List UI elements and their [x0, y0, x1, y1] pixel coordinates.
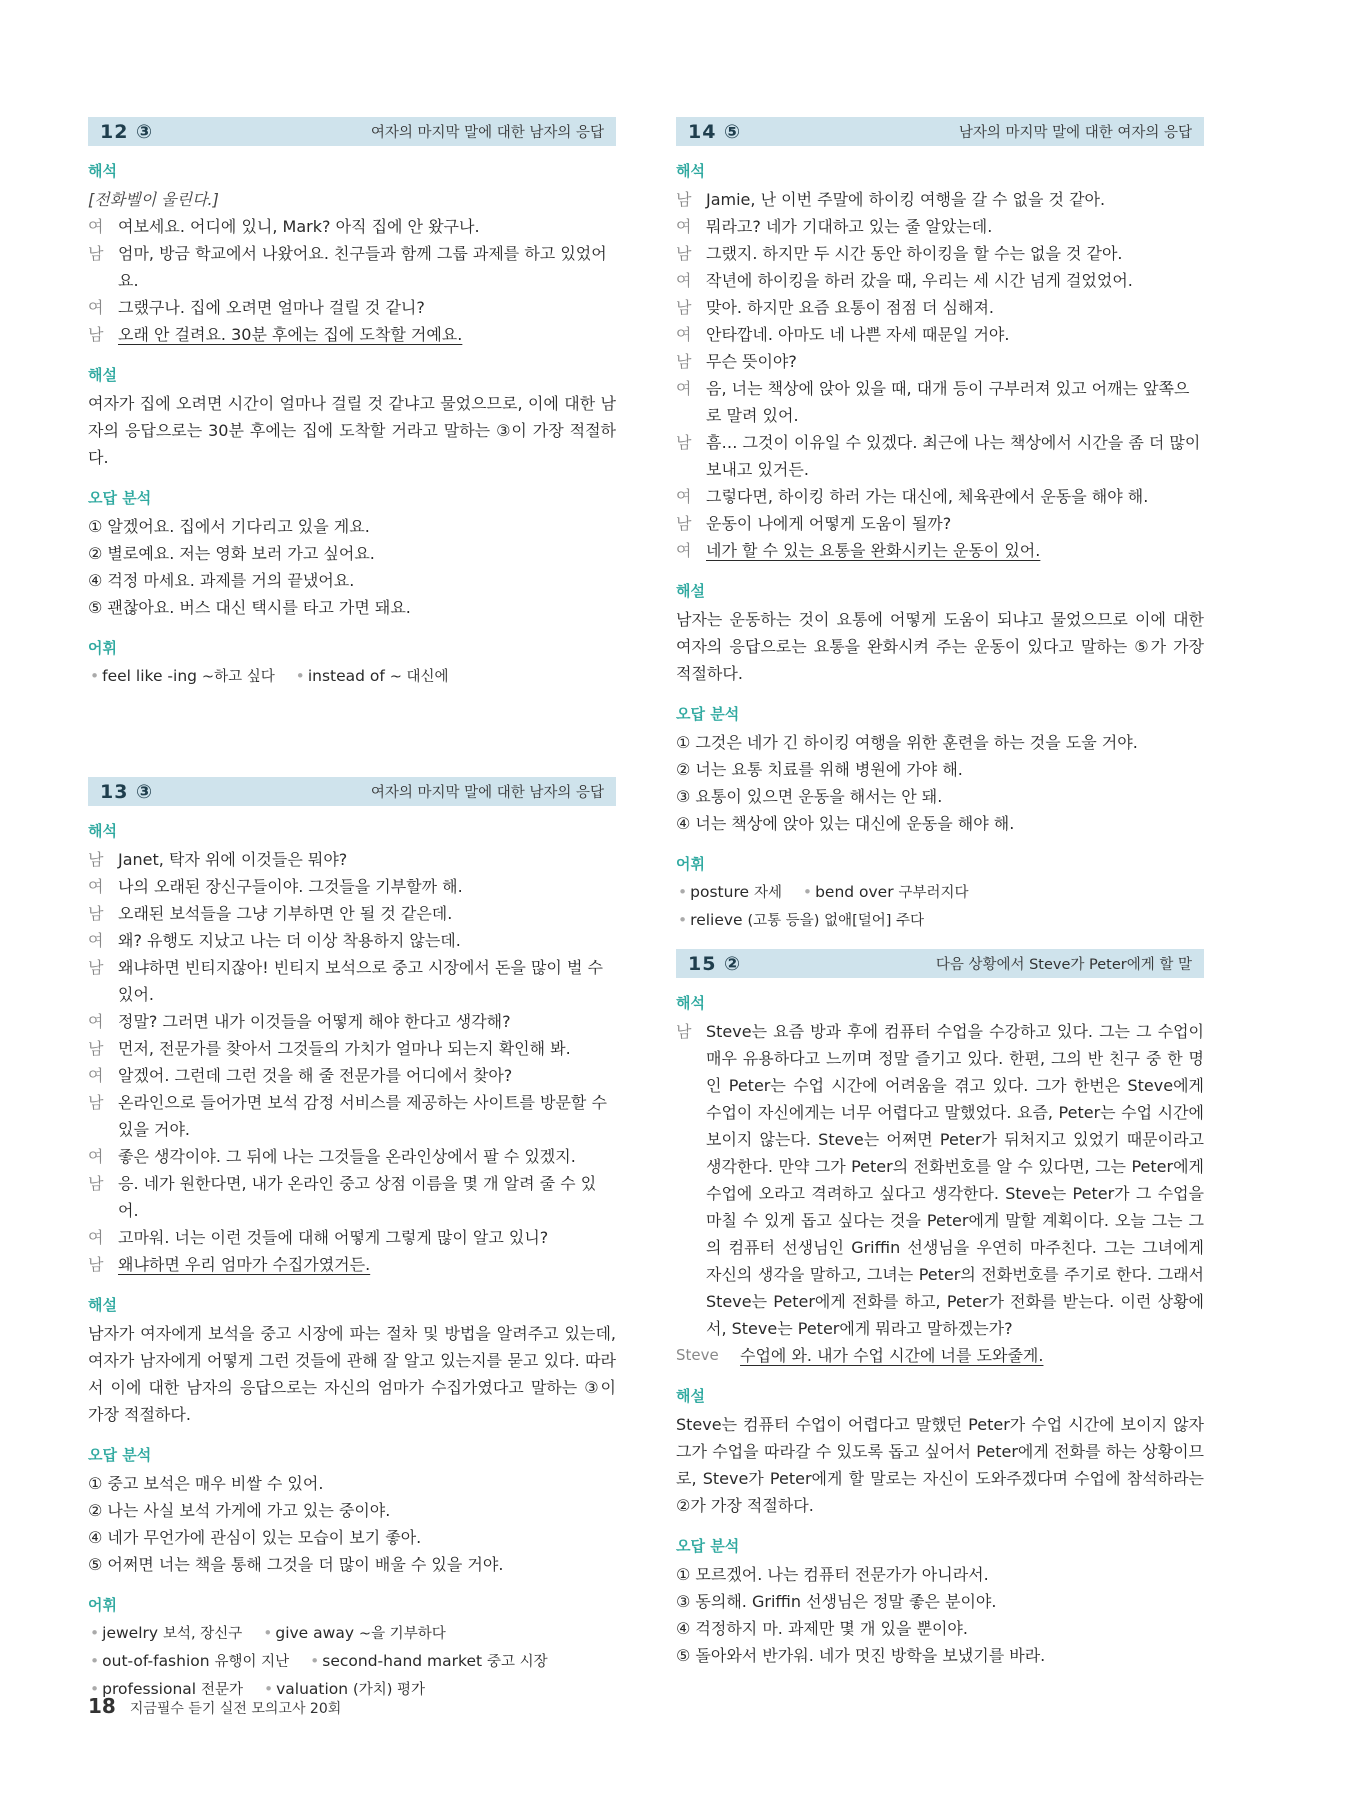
- line-text: 작년에 하이킹을 하러 갔을 때, 우리는 세 시간 넘게 걸었었어.: [706, 271, 1133, 290]
- speaker-label: 여: [676, 271, 692, 290]
- odap-label: 오답 분석: [676, 1537, 740, 1555]
- line-text: 흠… 그것이 이유일 수 있겠다. 최근에 나는 책상에서 시간을 좀 더 많이 보내고 있거든.: [706, 433, 1201, 479]
- speaker-label: 남: [88, 1093, 104, 1112]
- vocab-term: instead of: [307, 667, 390, 685]
- question-13-header: [88, 777, 616, 806]
- answer-line: [676, 1342, 1204, 1369]
- vocab-item: [294, 667, 449, 685]
- speaker-label: 여: [676, 217, 692, 236]
- question-number: 12 ③: [100, 120, 154, 143]
- vocab-label: 어휘: [676, 855, 705, 873]
- explanation: 남자가 여자에게 보석을 중고 시장에 파는 절차 및 방법을 알려주고 있는데, 여자가 남자에게 어떻게 그런 것들에 관해 잘 알고 있는지를 묻고 있다. 따라서 이에 대한 남자의 응답으로는 자신의 엄마가 수집가였다고 말하는 ③이 가장 적절하다.: [88, 1324, 616, 1424]
- speaker-label: 여: [676, 487, 692, 506]
- page-number: 18: [88, 1694, 116, 1718]
- vocab-item: [676, 883, 782, 901]
- question-type: 여자의 마지막 말에 대한 남자의 응답: [370, 125, 604, 141]
- bullet-icon: •: [802, 883, 813, 901]
- wrong-answer-item: ④ 걱정하지 마. 과제만 몇 개 있을 뿐이야.: [676, 1619, 968, 1638]
- line-text: 엄마, 방금 학교에서 나왔어요. 친구들과 함께 그룹 과제를 하고 있었어요.: [118, 244, 607, 290]
- vocab-term: jewelry: [102, 1624, 163, 1642]
- dialogue-line: [88, 927, 616, 954]
- dialogue-line: [88, 1089, 616, 1143]
- bullet-icon: •: [263, 1624, 273, 1642]
- wrong-answer-item: ① 중고 보석은 매우 비쌀 수 있어.: [88, 1474, 324, 1493]
- speaker-label: 남: [676, 190, 692, 209]
- dialogue-line: [88, 240, 616, 294]
- dialogue-line: [88, 321, 616, 348]
- line-text: 고마워. 너는 이런 것들에 대해 어떻게 그렇게 많이 알고 있니?: [118, 1228, 549, 1247]
- speaker-label: 남: [676, 298, 692, 317]
- vocab-label: 어휘: [88, 639, 117, 657]
- haeseok-label: 해석: [88, 822, 117, 840]
- line-text: 음, 너는 책상에 앉아 있을 때, 대개 등이 구부러져 있고 어깨는 앞쪽으로 말려 있어.: [706, 379, 1190, 425]
- haeseol-label: 해설: [88, 366, 117, 384]
- vocab-list: [676, 879, 1204, 935]
- speaker-label: 남: [88, 244, 104, 263]
- wrong-answer-list: [676, 729, 1204, 837]
- wrong-answer-item: ④ 걱정 마세요. 과제를 거의 끝냈어요.: [88, 571, 355, 590]
- bullet-icon: •: [295, 667, 305, 685]
- vocab-meaning: 중고 시장: [486, 1654, 548, 1670]
- speaker-label: 여: [88, 1012, 104, 1031]
- haeseol-label: 해설: [676, 582, 705, 600]
- dialogue-line: [676, 537, 1204, 564]
- dialogue-line: [676, 375, 1204, 429]
- wrong-answer-item: ① 모르겠어. 나는 컴퓨터 전문가가 아니라서.: [676, 1565, 989, 1584]
- speaker-label: 여: [88, 217, 104, 236]
- answer-text: 수업에 와. 내가 수업 시간에 너를 도와줄게.: [740, 1346, 1044, 1365]
- line-text: 뭐라고? 네가 기대하고 있는 줄 알았는데.: [706, 217, 993, 236]
- wrong-answer-item: ① 알겠어요. 집에서 기다리고 있을 게요.: [88, 517, 370, 536]
- line-text: 오래된 보석들을 그냥 기부하면 안 될 것 같은데.: [118, 904, 453, 923]
- vocab-meaning: (가치) 평가: [353, 1682, 425, 1698]
- bullet-icon: •: [678, 911, 688, 929]
- speaker-label: Steve: [676, 1346, 719, 1364]
- vocab-list: [88, 1620, 616, 1704]
- page-footer: [88, 1694, 341, 1718]
- line-text: 먼저, 전문가를 찾아서 그것들의 가치가 얼마나 되는지 확인해 봐.: [118, 1039, 571, 1058]
- vocab-item: [676, 911, 924, 929]
- wrong-answer-item: ② 별로예요. 저는 영화 보러 가고 싶어요.: [88, 544, 375, 563]
- line-text: 안타깝네. 아마도 네 나쁜 자세 때문일 거야.: [706, 325, 1010, 344]
- vocab-term: out-of-fashion: [102, 1652, 215, 1670]
- dialogue-line: [88, 1251, 616, 1278]
- dialogue-line: [88, 1170, 616, 1224]
- explanation: 남자는 운동하는 것이 요통에 어떻게 도움이 되냐고 물었으므로 이에 대한 여자의 응답으로는 요통을 완화시켜 주는 운동이 있다고 말하는 ⑤가 가장 적절하다.: [676, 610, 1204, 683]
- bullet-icon: •: [90, 667, 100, 685]
- line-text: Janet, 탁자 위에 이것들은 뭐야?: [118, 850, 348, 869]
- question-number: 15 ②: [688, 952, 742, 975]
- speaker-label: 남: [676, 352, 692, 371]
- dialogue: [88, 213, 616, 348]
- line-text: 오래 안 걸려요. 30분 후에는 집에 도착할 거예요.: [118, 325, 463, 344]
- odap-label: 오답 분석: [88, 1446, 152, 1464]
- wrong-answer-item: ⑤ 돌아와서 반가워. 네가 멋진 방학을 보냈기를 바라.: [676, 1646, 1046, 1665]
- line-text: 네가 할 수 있는 요통을 완화시키는 운동이 있어.: [706, 541, 1041, 560]
- vocab-meaning: 구부러지다: [898, 885, 969, 901]
- vocab-term: second-hand market: [322, 1652, 487, 1670]
- stage-direction: [전화벨이 울린다.]: [88, 190, 219, 209]
- bullet-icon: •: [90, 1652, 100, 1670]
- dialogue-line: [676, 240, 1204, 267]
- book-title: 지금필수 듣기 실전 모의고사 20회: [129, 1701, 342, 1717]
- speaker-label: 여: [676, 541, 692, 560]
- vocab-term: posture: [690, 883, 754, 901]
- wrong-answer-item: ④ 네가 무언가에 관심이 있는 모습이 보기 좋아.: [88, 1528, 422, 1547]
- haeseok-label: 해석: [676, 994, 705, 1012]
- question-15: [676, 949, 1204, 1669]
- speaker-label: 여: [88, 1066, 104, 1085]
- vocab-list: [88, 663, 616, 691]
- vocab-item: [308, 1652, 548, 1670]
- dialogue-line: [88, 873, 616, 900]
- vocab-meaning: ~하고 싶다: [201, 669, 275, 685]
- explanation: 여자가 집에 오려면 시간이 얼마나 걸릴 것 같냐고 물었으므로, 이에 대한 남자의 응답으로는 30분 후에는 집에 도착할 거라고 말하는 ③이 가장 적절하다.: [88, 394, 616, 467]
- line-text: 그렇다면, 하이킹 하러 가는 대신에, 체육관에서 운동을 해야 해.: [706, 487, 1149, 506]
- line-text: 무슨 뜻이야?: [706, 352, 797, 371]
- narration-text: Steve는 요즘 방과 후에 컴퓨터 수업을 수강하고 있다. 그는 그 수업이 매우 유용하다고 느끼며 정말 즐기고 있다. 한편, 그의 반 친구 중 한 명인 Peter는 수업 시간에 어려움을 겪고 있다. 그가 한번은 Steve에게 수업이 자신에게는 너무 어렵다고 말했었다. 요즘, Peter는 수업 시간에 보이지 않는다. Steve는 어쩌면 Peter가 뒤처지고 있었기 때문이라고 생각한다. 만약 그가 Peter의 전화번호를 알 수 있다면, 그는 Peter에게 수업에 오라고 격려하고 싶다고 생각한다. Steve는 Peter가 그 수업을 마칠 수 있게 돕고 싶다는 것을 Peter에게 말할 계획이다. 오늘 그는 그의 컴퓨터 선생님인 Griffin 선생님을 우연히 마주친다. 그는 그녀에게 자신의 생각을 말하고, 그녀는 Peter의 전화번호를 주기로 한다. 그래서 Steve는 Peter에게 전화를 하고, Peter가 전화를 받는다. 이런 상황에서, Steve는 Peter에게 뭐라고 말하겠는가?: [706, 1022, 1204, 1338]
- speaker-label: 여: [676, 379, 692, 398]
- odap-label: 오답 분석: [676, 705, 740, 723]
- vocab-item: [801, 883, 969, 901]
- speaker-label: 여: [88, 931, 104, 950]
- dialogue-line: [88, 1008, 616, 1035]
- question-type: 여자의 마지막 말에 대한 남자의 응답: [370, 785, 604, 801]
- dialogue-line: [676, 186, 1204, 213]
- haeseok-label: 해석: [676, 162, 705, 180]
- dialogue-line: [88, 900, 616, 927]
- vocab-term: give away: [275, 1624, 359, 1642]
- speaker-label: 남: [88, 1039, 104, 1058]
- speaker-label: 남: [88, 325, 104, 344]
- speaker-label: 남: [88, 958, 104, 977]
- odap-label: 오답 분석: [88, 489, 152, 507]
- line-text: 좋은 생각이야. 그 뒤에 나는 그것들을 온라인상에서 팔 수 있겠지.: [118, 1147, 576, 1166]
- dialogue-line: [88, 1143, 616, 1170]
- vocab-meaning: ~을 기부하다: [358, 1626, 446, 1642]
- haeseol-label: 해설: [676, 1387, 705, 1405]
- dialogue-line: [88, 213, 616, 240]
- vocab-meaning: 유행이 지난: [214, 1654, 290, 1670]
- speaker-label: 남: [676, 433, 692, 452]
- bullet-icon: •: [310, 1652, 320, 1670]
- line-text: 그랬지. 하지만 두 시간 동안 하이킹을 할 수는 없을 것 같아.: [706, 244, 1123, 263]
- vocab-meaning: 전문가: [201, 1682, 244, 1698]
- speaker-label: 남: [676, 1022, 692, 1041]
- explanation: Steve는 컴퓨터 수업이 어렵다고 말했던 Peter가 수업 시간에 보이지 않자 그가 수업을 따라갈 수 있도록 돕고 싶어서 Peter에게 전화를 하는 상황이므로, Steve가 Peter에게 할 말로는 자신이 도와주겠다며 수업에 참석하라는 ②가 가장 적절하다.: [676, 1415, 1204, 1515]
- vocab-meaning: 보석, 장신구: [163, 1626, 243, 1642]
- vocab-term: professional: [102, 1680, 201, 1698]
- wrong-answer-list: [88, 1470, 616, 1578]
- wrong-answer-item: ⑤ 어쩌면 너는 책을 통해 그것을 더 많이 배울 수 있을 거야.: [88, 1555, 504, 1574]
- vocab-term: relieve: [690, 911, 748, 929]
- dialogue-line: [88, 1224, 616, 1251]
- bullet-icon: •: [90, 1680, 100, 1698]
- vocab-item: [88, 667, 275, 685]
- line-text: 그랬구나. 집에 오려면 얼마나 걸릴 것 같니?: [118, 298, 425, 317]
- vocab-term: feel like -ing: [102, 667, 202, 685]
- bullet-icon: •: [678, 883, 688, 901]
- speaker-label: 여: [88, 298, 104, 317]
- wrong-answer-item: ① 그것은 네가 긴 하이킹 여행을 위한 훈련을 하는 것을 도울 거야.: [676, 733, 1138, 752]
- dialogue-line: [88, 1035, 616, 1062]
- line-text: 왜냐하면 우리 엄마가 수집가였거든.: [118, 1255, 371, 1274]
- wrong-answer-item: ③ 동의해. Griffin 선생님은 정말 좋은 분이야.: [676, 1592, 997, 1611]
- dialogue: [88, 846, 616, 1278]
- speaker-label: 남: [88, 1255, 104, 1274]
- dialogue-line: [88, 294, 616, 321]
- dialogue: [676, 186, 1204, 564]
- question-14-header: [676, 117, 1204, 146]
- left-column: [88, 117, 616, 1698]
- line-text: 알겠어. 그런데 그런 것을 해 줄 전문가를 어디에서 찾아?: [118, 1066, 513, 1085]
- dialogue-line: [676, 429, 1204, 483]
- line-text: 왜냐하면 빈티지잖아! 빈티지 보석으로 중고 시장에서 돈을 많이 벌 수 있어.: [118, 958, 603, 1004]
- line-text: 왜? 유행도 지났고 나는 더 이상 착용하지 않는데.: [118, 931, 461, 950]
- question-type: 남자의 마지막 말에 대한 여자의 응답: [958, 125, 1192, 141]
- narration: [676, 1018, 1204, 1342]
- line-text: 맞아. 하지만 요즘 요통이 점점 더 심해져.: [706, 298, 994, 317]
- dialogue-line: [676, 321, 1204, 348]
- dialogue-line: [88, 954, 616, 1008]
- wrong-answer-item: ④ 너는 책상에 앉아 있는 대신에 운동을 해야 해.: [676, 814, 1015, 833]
- right-column: [676, 117, 1204, 1665]
- dialogue-line: [676, 294, 1204, 321]
- question-type: 다음 상황에서 Steve가 Peter에게 할 말: [935, 957, 1192, 973]
- wrong-answer-list: [88, 513, 616, 621]
- vocab-item: [261, 1624, 446, 1642]
- haeseok-label: 해석: [88, 162, 117, 180]
- speaker-label: 여: [676, 325, 692, 344]
- vocab-item: [88, 1652, 289, 1670]
- vocab-meaning: ~ 대신에: [389, 669, 449, 685]
- wrong-answer-item: ⑤ 괜찮아요. 버스 대신 택시를 타고 가면 돼요.: [88, 598, 411, 617]
- vocab-term: valuation: [276, 1680, 354, 1698]
- speaker-label: 여: [88, 1147, 104, 1166]
- question-12: [88, 117, 616, 691]
- line-text: 응. 네가 원한다면, 내가 온라인 중고 상점 이름을 몇 개 알려 줄 수 있어.: [118, 1174, 597, 1220]
- question-12-header: [88, 117, 616, 146]
- line-text: 정말? 그러면 내가 이것들을 어떻게 해야 한다고 생각해?: [118, 1012, 511, 1031]
- dialogue-line: [676, 267, 1204, 294]
- dialogue-line: [676, 348, 1204, 375]
- question-13: [88, 777, 616, 1704]
- vocab-meaning: (고통 등을) 없애[덜어] 주다: [747, 913, 925, 929]
- question-number: 14 ⑤: [688, 120, 742, 143]
- speaker-label: 여: [88, 1228, 104, 1247]
- bullet-icon: •: [90, 1624, 100, 1642]
- dialogue-line: [676, 483, 1204, 510]
- bullet-icon: •: [263, 1680, 274, 1698]
- wrong-answer-item: ② 너는 요통 치료를 위해 병원에 가야 해.: [676, 760, 963, 779]
- question-15-header: [676, 949, 1204, 978]
- vocab-item: [88, 1624, 242, 1642]
- line-text: Jamie, 난 이번 주말에 하이킹 여행을 갈 수 없을 것 같아.: [706, 190, 1106, 209]
- speaker-label: 남: [88, 1174, 104, 1193]
- question-number: 13 ③: [100, 780, 154, 803]
- question-14: [676, 117, 1204, 935]
- wrong-answer-item: ② 나는 사실 보석 가게에 가고 있는 중이야.: [88, 1501, 391, 1520]
- line-text: 여보세요. 어디에 있니, Mark? 아직 집에 안 왔구나.: [118, 217, 480, 236]
- haeseol-label: 해설: [88, 1296, 117, 1314]
- dialogue-line: [676, 510, 1204, 537]
- dialogue-line: [88, 1062, 616, 1089]
- wrong-answer-item: ③ 요통이 있으면 운동을 해서는 안 돼.: [676, 787, 943, 806]
- line-text: 운동이 나에게 어떻게 도움이 될까?: [706, 514, 952, 533]
- speaker-label: 남: [88, 850, 104, 869]
- speaker-label: 남: [676, 514, 692, 533]
- line-text: 온라인으로 들어가면 보석 감정 서비스를 제공하는 사이트를 방문할 수 있을 거야.: [118, 1093, 607, 1139]
- speaker-label: 남: [676, 244, 692, 263]
- speaker-label: 여: [88, 877, 104, 896]
- dialogue-line: [676, 213, 1204, 240]
- line-text: 나의 오래된 장신구들이야. 그것들을 기부할까 해.: [118, 877, 463, 896]
- wrong-answer-list: [676, 1561, 1204, 1669]
- vocab-label: 어휘: [88, 1596, 117, 1614]
- vocab-term: bend over: [815, 883, 899, 901]
- speaker-label: 남: [88, 904, 104, 923]
- vocab-meaning: 자세: [753, 885, 782, 901]
- dialogue-line: [88, 846, 616, 873]
